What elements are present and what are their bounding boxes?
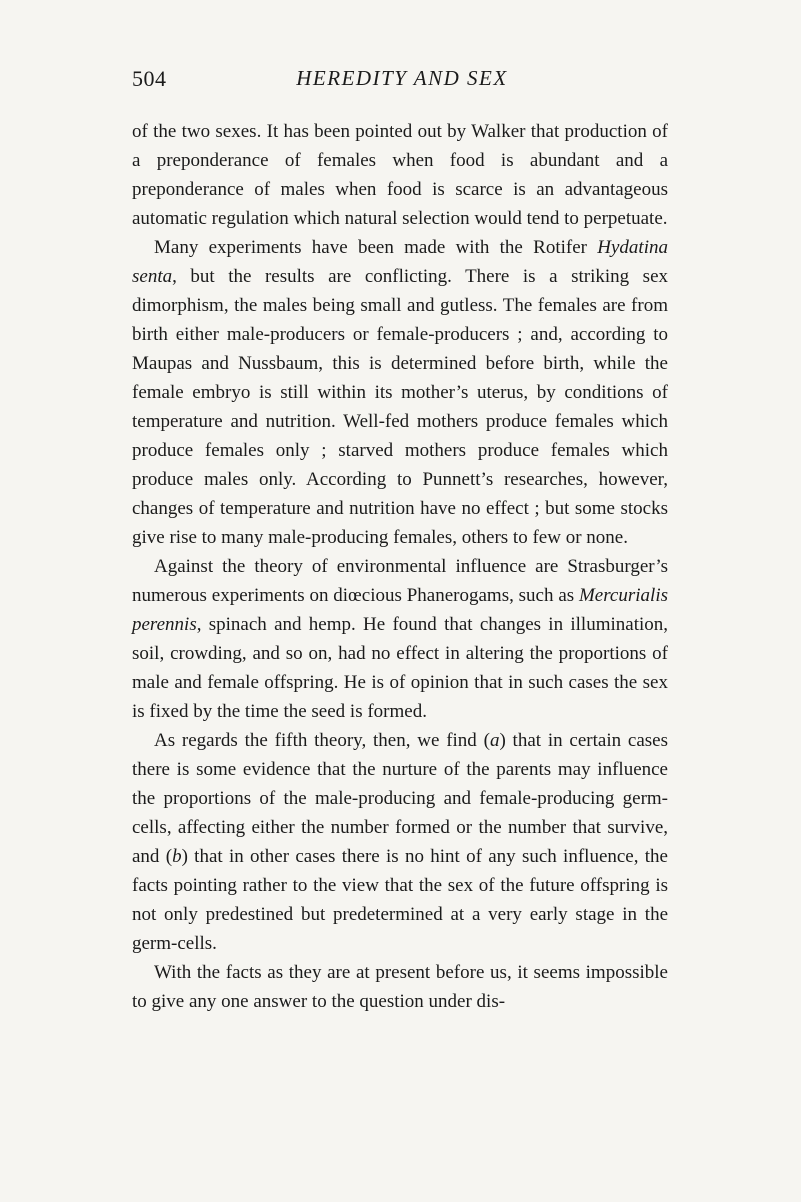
running-head: HEREDITY AND SEX xyxy=(296,66,508,90)
page-number: 504 xyxy=(132,66,167,91)
body-text xyxy=(132,117,668,1016)
text-segment: of the two sexes. It has been pointed out by Walker that production of a preponderance of females when food is abundant and a preponderance of males when food is scarce is an advantageous automatic regulation which natural selection would tend to perpetuate. xyxy=(132,121,668,229)
species-name: Hydatina senta xyxy=(132,237,668,287)
text-segment: With the facts as they are at present before us, it seems impossible to give any one answer to the question under dis- xyxy=(132,962,668,1012)
page-header xyxy=(132,66,672,96)
text-segment: Many experiments have been made with the Rotifer xyxy=(154,237,598,258)
paragraph-conclusion xyxy=(132,958,668,1016)
text-segment: Against the theory of environmental influence are Strasburger’s numerous experiments on diœcious Phanerogams, such as xyxy=(132,556,668,606)
enumeration-letter: a xyxy=(489,730,500,751)
paragraph-strasburger xyxy=(132,552,668,726)
paragraph-continuation xyxy=(132,117,668,233)
text-segment: ) that in certain cases there is some evidence that the nurture of the parents may influence the proportions of the male-producing and female-producing germ-cells, affecting either the number formed or the number that survive, and ( xyxy=(132,730,668,867)
paragraph-rotifer xyxy=(132,233,668,552)
enumeration-letter: b xyxy=(172,846,182,867)
text-segment: ) that in other cases there is no hint of any such influence, the facts pointing rather to the view that the sex of the future offspring is not only predestined but predetermined at a very early stage in the germ-cells. xyxy=(132,846,668,954)
text-segment: , but the results are conflicting. There is a striking sex dimorphism, the males being small and gutless. The females are from birth either male-producers or female-producers ; and, according to Maupas and Nussbaum, this is determined before birth, while the female embryo is still within its mother’s uterus, by conditions of temperature and nutrition. Well-fed mothers produce females which produce females only ; starved mothers produce females which produce males only. According to Punnett’s researches, however, changes of temperature and nutrition have no effect ; but some stocks give rise to many male-producing females, others to few or none. xyxy=(132,266,668,548)
text-segment: , spinach and hemp. He found that changes in illumination, soil, crowding, and so on, had no effect in altering the proportions of male and female offspring. He is of opinion that in such cases the sex is fixed by the time the seed is formed. xyxy=(132,614,668,722)
text-segment: As regards the fifth theory, then, we find ( xyxy=(154,730,490,751)
species-name: Mercurialis perennis xyxy=(132,585,668,635)
paragraph-fifth-theory xyxy=(132,726,668,958)
